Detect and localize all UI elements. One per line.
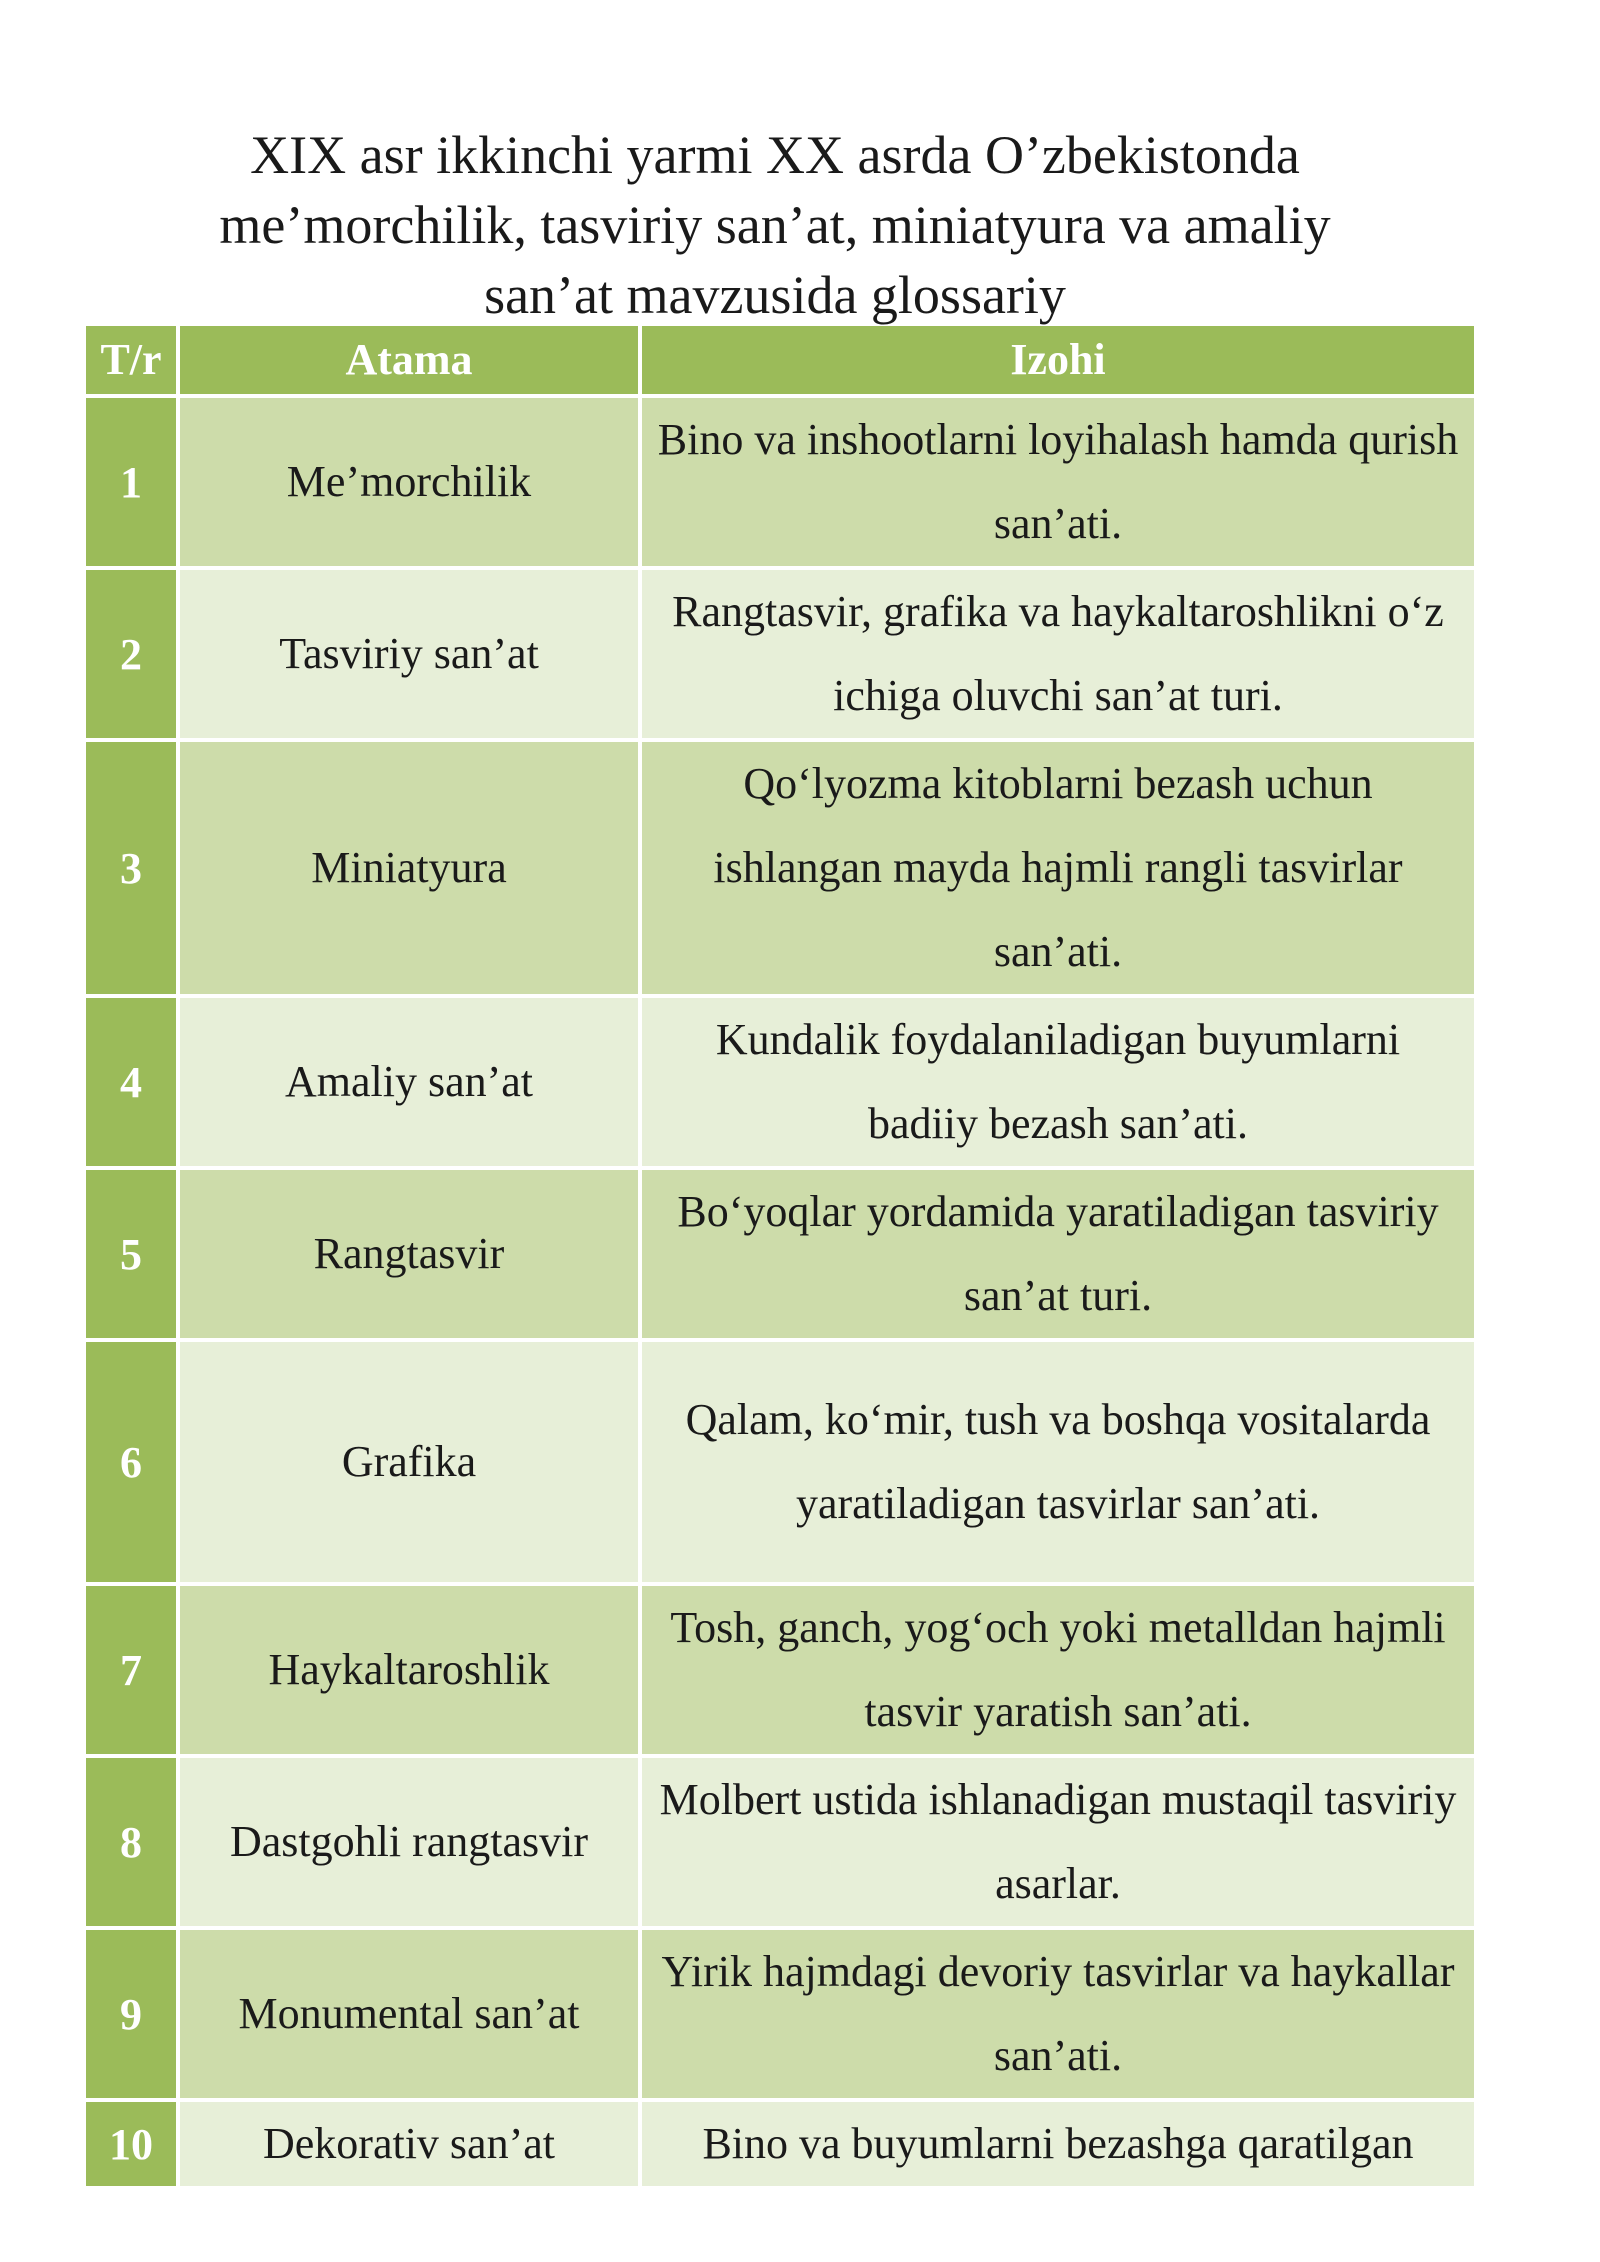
table-row bbox=[86, 998, 1474, 1166]
row-description: Molbert ustida ishlanadigan mustaqil tasviriy asarlar. bbox=[642, 1758, 1474, 1926]
row-number: 7 bbox=[86, 1586, 176, 1754]
title-line-2: me’morchilik, tasviriy san’at, miniatyura va amaliy bbox=[219, 195, 1331, 255]
row-number: 6 bbox=[86, 1342, 176, 1582]
row-term: Tasviriy san’at bbox=[180, 570, 638, 738]
row-term: Dastgohli rangtasvir bbox=[180, 1758, 638, 1926]
row-term: Amaliy san’at bbox=[180, 998, 638, 1166]
title-line-1: XIX asr ikkinchi yarmi XX asrda O’zbekistonda bbox=[250, 125, 1300, 185]
table-row bbox=[86, 1170, 1474, 1338]
row-description: Tosh, ganch, yog‘och yoki metalldan hajmli tasvir yaratish san’ati. bbox=[642, 1586, 1474, 1754]
row-term: Me’morchilik bbox=[180, 398, 638, 566]
row-term: Monumental san’at bbox=[180, 1930, 638, 2098]
row-number: 10 bbox=[86, 2102, 176, 2186]
row-number: 1 bbox=[86, 398, 176, 566]
table-row bbox=[86, 1586, 1474, 1754]
row-description: Qalam, ko‘mir, tush va boshqa vositalarda yaratiladigan tasvirlar san’ati. bbox=[642, 1342, 1474, 1582]
title-line-3: san’at mavzusida glossariy bbox=[484, 265, 1066, 325]
row-number: 3 bbox=[86, 742, 176, 994]
page-title bbox=[140, 120, 1410, 330]
row-number: 4 bbox=[86, 998, 176, 1166]
table-row bbox=[86, 398, 1474, 566]
row-description: Rangtasvir, grafika va haykaltaroshlikni o‘z ichiga oluvchi san’at turi. bbox=[642, 570, 1474, 738]
row-term: Miniatyura bbox=[180, 742, 638, 994]
row-number: 5 bbox=[86, 1170, 176, 1338]
row-term: Grafika bbox=[180, 1342, 638, 1582]
header-number: T/r bbox=[86, 326, 176, 394]
row-term: Rangtasvir bbox=[180, 1170, 638, 1338]
row-term: Haykaltaroshlik bbox=[180, 1586, 638, 1754]
table-header-row bbox=[86, 326, 1474, 394]
header-term: Atama bbox=[180, 326, 638, 394]
row-number: 9 bbox=[86, 1930, 176, 2098]
table-row bbox=[86, 1758, 1474, 1926]
row-description: Bo‘yoqlar yordamida yaratiladigan tasviriy san’at turi. bbox=[642, 1170, 1474, 1338]
row-term: Dekorativ san’at bbox=[180, 2102, 638, 2186]
table-row bbox=[86, 1342, 1474, 1582]
table-row bbox=[86, 570, 1474, 738]
row-number: 8 bbox=[86, 1758, 176, 1926]
glossary-table bbox=[82, 322, 1478, 2190]
row-number: 2 bbox=[86, 570, 176, 738]
row-description: Yirik hajmdagi devoriy tasvirlar va haykallar san’ati. bbox=[642, 1930, 1474, 2098]
row-description: Bino va buyumlarni bezashga qaratilgan bbox=[642, 2102, 1474, 2186]
table-row bbox=[86, 1930, 1474, 2098]
row-description: Qo‘lyozma kitoblarni bezash uchun ishlangan mayda hajmli rangli tasvirlar san’ati. bbox=[642, 742, 1474, 994]
table-row bbox=[86, 2102, 1474, 2186]
row-description: Kundalik foydalaniladigan buyumlarni badiiy bezash san’ati. bbox=[642, 998, 1474, 1166]
row-description: Bino va inshootlarni loyihalash hamda qurish san’ati. bbox=[642, 398, 1474, 566]
header-description: Izohi bbox=[642, 326, 1474, 394]
table-row bbox=[86, 742, 1474, 994]
